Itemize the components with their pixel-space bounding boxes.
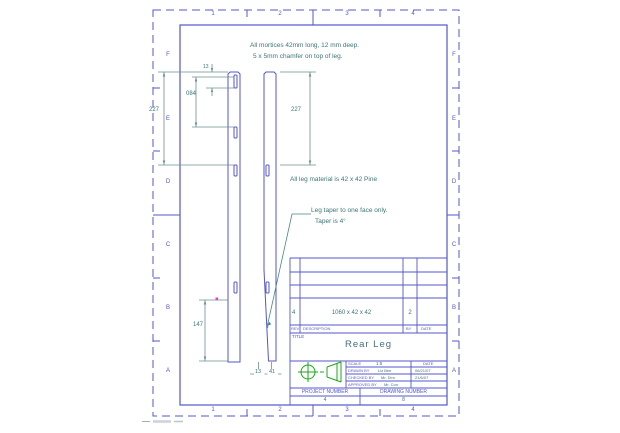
- dimension-arrowheads: [163, 68, 312, 361]
- checked-by-value: Mr. Dim: [381, 374, 395, 380]
- zone-row-b-right: B: [451, 305, 456, 311]
- date-column-label: DATE: [423, 361, 434, 366]
- approved-by-label: APPROVED BY: [348, 381, 377, 387]
- mortice-note-line1: All mortices 42mm long, 12 mm deep.: [250, 42, 360, 49]
- zone-ticks: [153, 10, 459, 416]
- drawing-number-label: DRAWING NUMBER: [379, 388, 428, 395]
- zone-col-1-bottom: 1: [211, 407, 215, 413]
- zone-col-2-top: 2: [278, 11, 282, 17]
- taper-note-line1: Leg taper to one face only.: [311, 207, 388, 214]
- parts-rev-value: 4: [292, 310, 296, 316]
- drawn-date-value: 06/21/07: [415, 367, 431, 373]
- project-number-label: PROJECT NUMBER: [301, 388, 349, 395]
- dim-top-offset: 13: [203, 64, 209, 70]
- zone-row-d-left: D: [165, 179, 171, 185]
- zone-row-c-left: C: [165, 242, 171, 248]
- drawn-by-label: DRAWN BY: [348, 367, 370, 373]
- drawn-by-value: Liz Bee: [378, 367, 392, 373]
- approved-by-value: Mr. Con: [384, 381, 399, 387]
- dim-foot-a: 13: [255, 369, 262, 375]
- mortice-note-line2: 5 x 5mm chamfer on top of leg.: [253, 53, 343, 60]
- parts-description-value: 1060 x 42 x 42: [331, 310, 372, 316]
- parts-by-value: 2: [408, 310, 412, 316]
- taper-note-line2: Taper is 4°: [315, 218, 346, 225]
- zone-row-c-right: C: [451, 242, 457, 248]
- zone-col-2-bottom: 2: [278, 407, 282, 413]
- zone-row-b-left: B: [165, 305, 170, 311]
- scale-label: SCALE: [348, 361, 362, 366]
- material-note: All leg material is 42 x 42 Pine: [290, 176, 378, 183]
- grip-marker: [216, 298, 219, 301]
- zone-row-e-left: E: [165, 116, 170, 122]
- drawing-title: Rear Leg: [344, 339, 393, 350]
- title-label: TITLE: [292, 334, 305, 339]
- drawing-number-value: 8: [402, 397, 405, 403]
- dim-upper-front: 084: [186, 91, 197, 97]
- sheet-border: [153, 10, 459, 416]
- zone-row-f-left: F: [166, 52, 170, 58]
- checked-by-label: CHECKED BY: [348, 374, 375, 380]
- zone-col-3-bottom: 3: [345, 407, 349, 413]
- scale-value: 1:5: [376, 360, 383, 366]
- dim-lower-length: 147: [193, 322, 204, 328]
- checked-date-value: 21/6/07: [415, 374, 429, 380]
- dim-foot-b: 41: [269, 369, 276, 375]
- zone-col-4-top: 4: [411, 11, 415, 17]
- header-by: BY: [406, 326, 412, 331]
- projection-symbol: [298, 362, 341, 382]
- header-date: DATE: [421, 326, 432, 331]
- zone-col-1-top: 1: [211, 11, 215, 17]
- zone-row-e-right: E: [451, 116, 456, 122]
- zone-col-3-top: 3: [345, 11, 349, 17]
- project-number-value: 4: [323, 397, 327, 403]
- zone-row-f-right: F: [452, 52, 456, 58]
- zone-row-d-right: D: [451, 179, 457, 185]
- header-rev: REV: [291, 326, 300, 331]
- zone-col-4-bottom: 4: [411, 407, 415, 413]
- front-view-leg: [228, 72, 240, 362]
- header-description: DESCRIPTION: [303, 326, 331, 331]
- side-view-leg: [264, 72, 276, 361]
- zone-row-a-right: A: [451, 368, 456, 374]
- dim-front-length: 227: [149, 107, 160, 113]
- zone-row-a-left: A: [165, 368, 170, 374]
- dim-side-length: 227: [291, 107, 302, 113]
